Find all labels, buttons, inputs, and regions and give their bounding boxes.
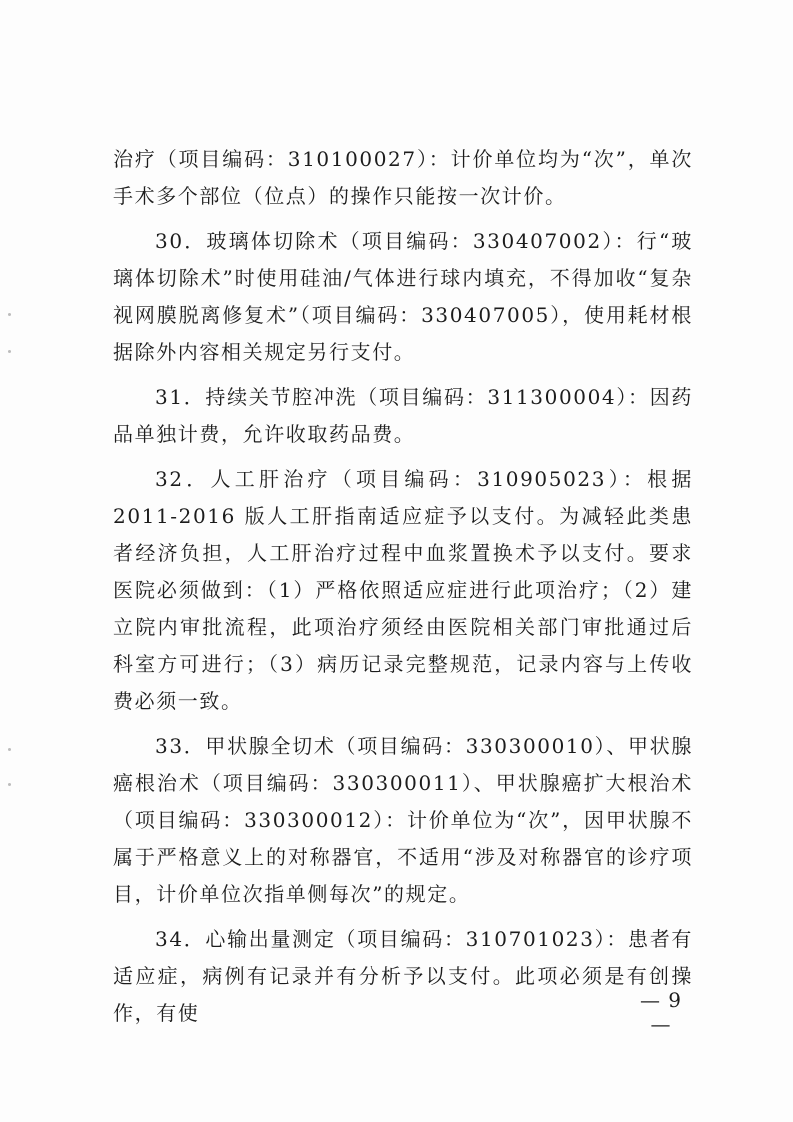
paragraph-continuation: 治疗（项目编码：310100027）：计价单位均为“次”，单次手术多个部位（位点）的操作只能按一次计价。 (113, 147, 693, 208)
document-body (113, 141, 693, 1032)
paragraph-item-30: 30．玻璃体切除术（项目编码：330407002）：行“玻璃体切除术”时使用硅油/气体进行球内填充，不得加收“复杂视网膜脱离修复术”（项目编码：330407005），使用耗材根据除外内容相关规定另行支付。 (113, 229, 693, 364)
paragraph-item-33: 33．甲状腺全切术（项目编码：330300010）、甲状腺癌根治术（项目编码：330300011）、甲状腺癌扩大根治术（项目编码：330300012）：计价单位为“次”，因甲状腺不属于严格意义上的对称器官，不适用“涉及对称器官的诊疗项目，计价单位次指单侧每次”的规定。 (113, 734, 693, 906)
binding-mark (8, 313, 11, 316)
paragraph-item-34: 34．心输出量测定（项目编码：310701023）：患者有适应症，病例有记录并有分析予以支付。此项必须是有创操作，有使 (113, 927, 693, 1025)
page-number: — 9 — (639, 988, 683, 1036)
paragraph-item-31: 31．持续关节腔冲洗（项目编码：311300004）：因药品单独计费，允许收取药品费。 (113, 385, 693, 446)
paragraph-item-32: 32．人工肝治疗（项目编码：310905023）：根据 2011-2016 版人工肝指南适应症予以支付。为减轻此类患者经济负担，人工肝治疗过程中血浆置换术予以支付。要求医院必须做到：（1）严格依照适应症进行此项治疗；（2）建立院内审批流程，此项治疗须经由医院相关部门审批通过后科室方可进行；（3）病历记录完整规范，记录内容与上传收费必须一致。 (113, 467, 693, 713)
binding-mark (8, 350, 11, 353)
binding-mark (8, 783, 11, 786)
binding-mark (8, 748, 11, 751)
